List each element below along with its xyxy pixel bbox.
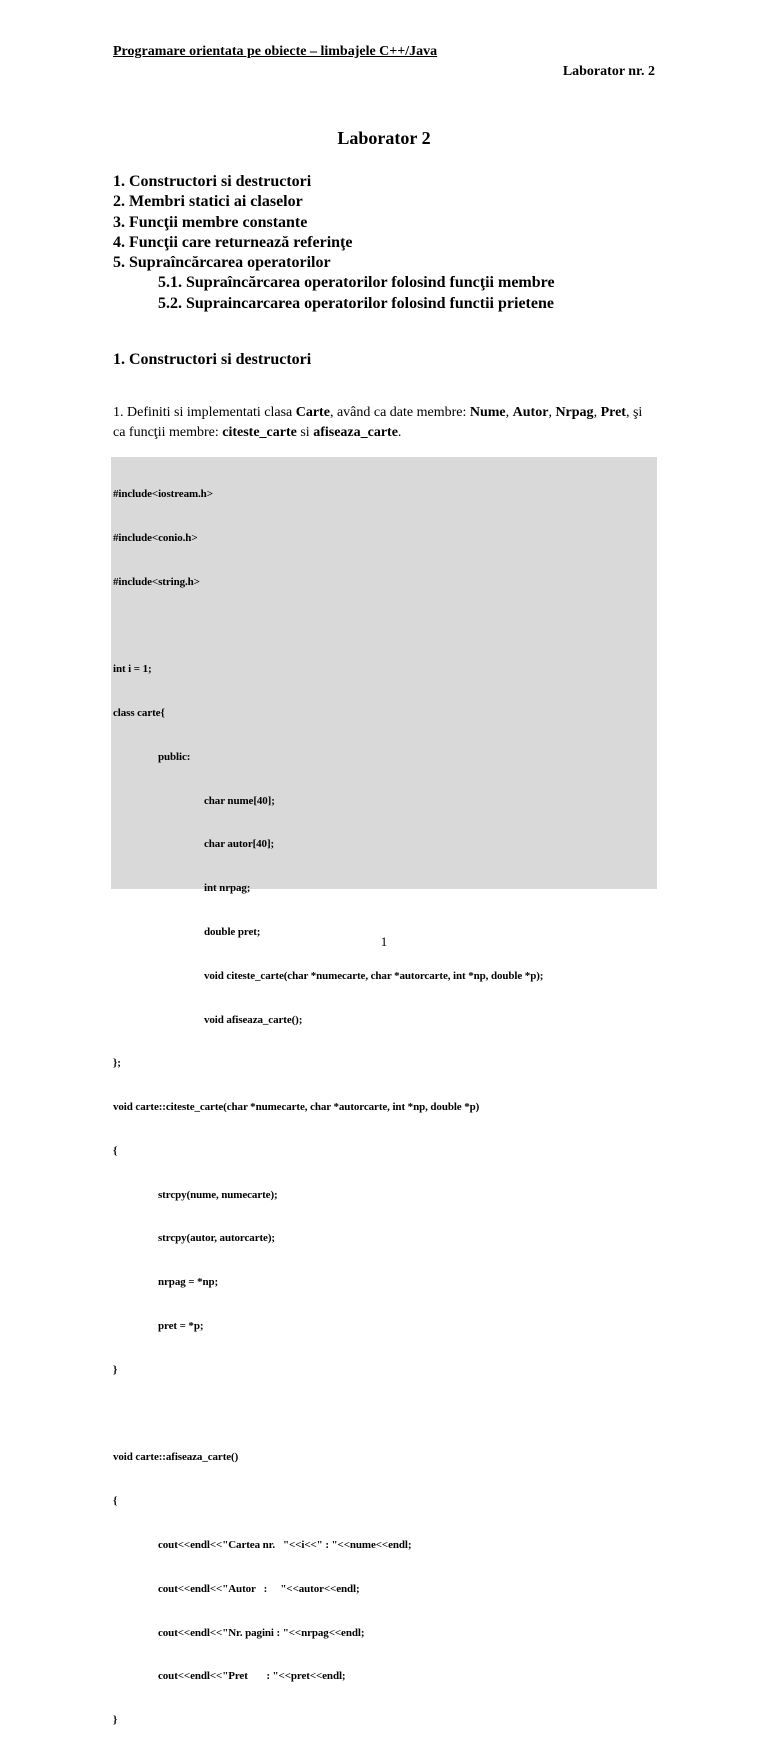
exercise-text: , [593,405,601,420]
exercise-keyword: afiseaza_carte [313,425,398,440]
code-line: } [113,1714,118,1727]
code-line: strcpy(autor, autorcarte); [158,1232,275,1245]
code-listing [111,457,657,1727]
code-block [113,458,543,1757]
code-line: void carte::citeste_carte(char *numecarte, char *autorcarte, int *np, double *p) [113,1101,480,1114]
code-line: strcpy(nume, numecarte); [158,1188,278,1201]
code-line: int i = 1; [113,663,152,676]
running-header-course: Programare orientata pe obiecte – limbajele C++/Java [113,44,438,59]
code-line: } [113,1363,118,1376]
running-header-lab: Laborator nr. 2 [562,64,655,79]
exercise-text: 1. Definiti si implementati clasa [113,405,296,420]
code-line: cout<<endl<<"Nr. pagini : "<<nrpag<<endl; [158,1626,365,1639]
code-line: { [113,1144,118,1157]
code-line: public: [158,750,191,763]
exercise-paragraph [113,403,658,443]
exercise-text: , având ca date membre: [329,405,470,420]
exercise-keyword: Pret [600,405,626,420]
code-line: class carte{ [113,707,165,720]
code-line: #include<string.h> [113,575,200,588]
exercise-text: , şi ca funcţii membre: [113,405,643,440]
exercise-keyword: citeste_carte [222,425,297,440]
code-line: { [113,1495,118,1508]
exercise-keyword: Carte [295,405,330,420]
exercise-keyword: Nume [469,405,506,420]
code-line: char nume[40]; [204,794,275,807]
code-line: #include<conio.h> [113,531,198,544]
code-line: cout<<endl<<"Autor : "<<autor<<endl; [158,1582,360,1595]
section-heading: 1. Constructori si destructori [113,351,312,368]
exercise-keyword: Nrpag [555,405,594,420]
toc-item: 1. Constructori si destructori [113,173,312,190]
toc-item: 5. Supraîncărcarea operatorilor [113,254,331,272]
toc-item: 4. Funcţii care returnează referinţe [113,233,353,251]
exercise-text: , [505,405,513,420]
code-line: int nrpag; [204,882,251,895]
toc-item: 2. Membri statici ai claselor [113,193,303,211]
code-line: void citeste_carte(char *numecarte, char *autorcarte, int *np, double *p); [204,969,544,982]
code-line: cout<<endl<<"Pret : "<<pret<<endl; [158,1670,346,1683]
exercise-text: , [548,405,556,420]
code-line: double pret; [204,926,261,938]
page-title: Laborator 2 [337,128,431,148]
code-line [113,1407,543,1422]
code-line: pret = *p; [158,1320,204,1333]
code-line: nrpag = *np; [158,1276,219,1289]
exercise-text: . [397,425,402,440]
toc-subitem: 5.2. Supraincarcarea operatorilor folosind functii prietene [158,294,554,312]
code-line: #include<iostream.h> [113,488,213,501]
table-of-contents [113,172,555,314]
code-line: char autor[40]; [204,838,275,851]
code-line [113,619,543,634]
exercise-keyword: Autor [512,405,549,420]
code-line: void afiseaza_carte(); [204,1013,303,1026]
toc-item: 3. Funcţii membre constante [113,213,308,231]
page-number: 1 [380,934,388,949]
code-line: void carte::afiseaza_carte() [113,1451,239,1464]
toc-subitem: 5.1. Supraîncărcarea operatorilor folosind funcţii membre [158,274,555,292]
code-line: cout<<endl<<"Cartea nr. "<<i<<" : "<<nume<<endl; [158,1538,412,1551]
code-line: }; [113,1057,121,1070]
exercise-text: si [296,425,314,440]
